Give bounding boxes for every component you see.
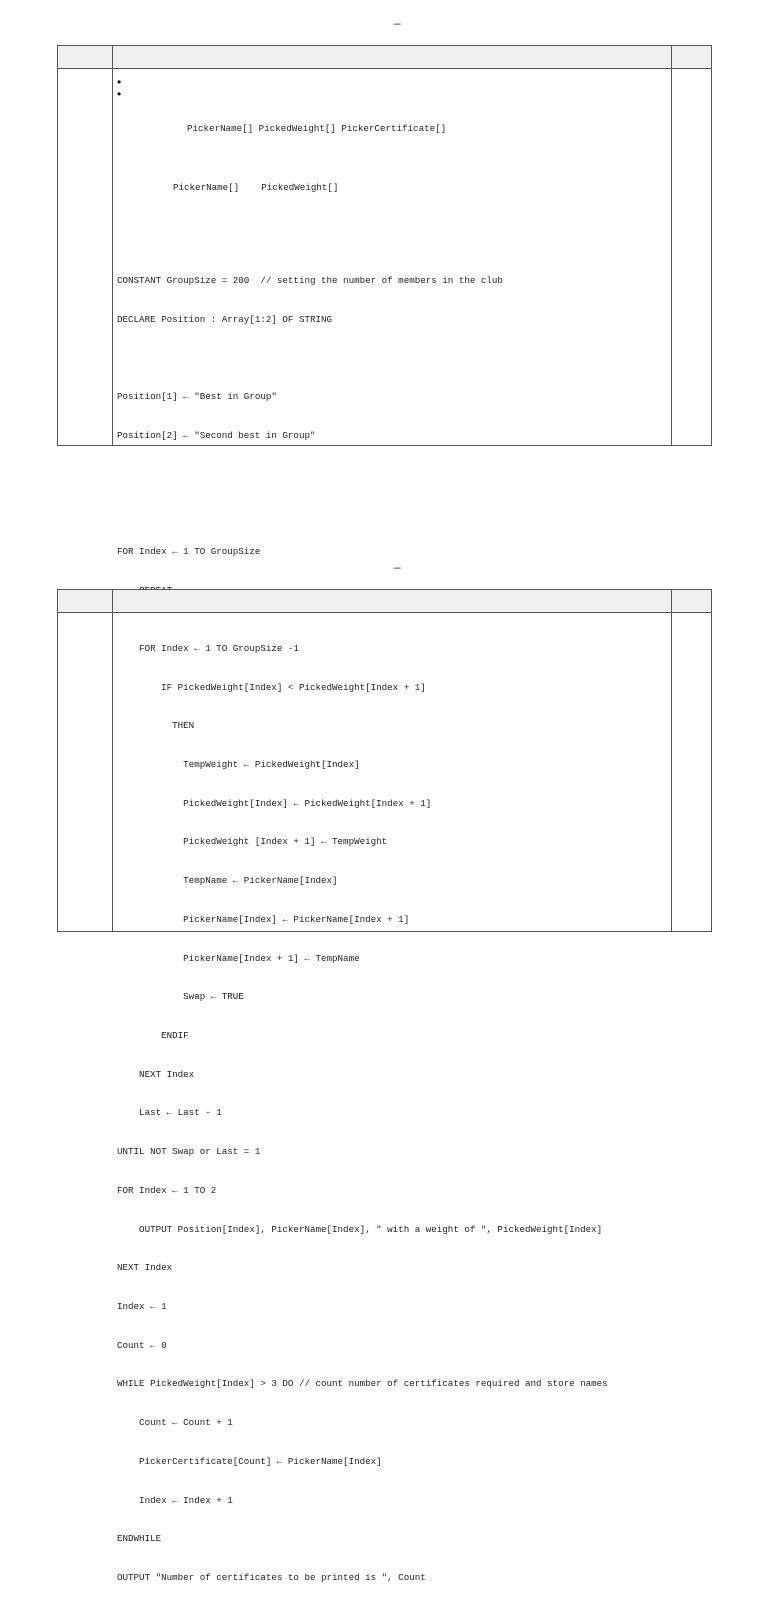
code-line: PickedWeight [Index + 1] ← TempWeight [117, 836, 388, 848]
table-header-row [58, 590, 711, 613]
code-line: WHILE PickedWeight[Index] > 3 DO // count number of certificates required and store names [117, 1378, 608, 1390]
mark-scheme-table-2 [57, 589, 712, 1584]
code-line: UNTIL NOT Swap or Last = 1 [117, 1146, 261, 1158]
code-line: NEXT Index [117, 1262, 173, 1274]
pseudocode-block-2 [117, 617, 608, 1611]
code-line: FOR Index ← 1 TO GroupSize -1 [117, 642, 299, 654]
code-line: OUTPUT Position[Index], PickerName[Index], " with a weight of ", PickedWeight[Index] [117, 1223, 603, 1235]
code-line: NEXT Index [117, 1068, 195, 1080]
code-line [117, 507, 503, 520]
code-line: DECLARE Position : Array[1:2] OF STRING [117, 313, 333, 325]
code-line: PickerName[Index + 1] ← TempName [117, 952, 360, 964]
code-line [117, 468, 503, 481]
code-line: Last ← Last - 1 [117, 1107, 222, 1119]
column-divider-question [112, 46, 113, 445]
code-line: Index ← Index + 1 [117, 1494, 233, 1506]
bullet-1: • [117, 75, 122, 89]
code-line: PickedWeight[Index] ← PickedWeight[Index + 1] [117, 797, 432, 809]
code-line: Position[2] ← "Second best in Group" [117, 429, 316, 441]
code-line: Index ← 1 [117, 1301, 167, 1313]
code-line: CONSTANT GroupSize = 200 // setting the number of members in the club [117, 274, 503, 286]
code-line: Swap ← TRUE [117, 991, 244, 1003]
code-line: Count ← Count + 1 [117, 1417, 233, 1429]
array-names-line-2: PickerName[] PickedWeight[] [173, 182, 339, 193]
code-line: PickerCertificate[Count] ← PickerName[Index] [117, 1455, 382, 1467]
mark-scheme-table-1 [57, 45, 712, 557]
code-line [117, 352, 503, 365]
bullet-list [117, 76, 121, 100]
array-names-line-1: PickerName[] PickedWeight[] PickerCertificate[] [187, 123, 447, 134]
code-line: ENDIF [117, 1030, 189, 1041]
column-divider-question [112, 590, 113, 931]
column-divider-marks [671, 590, 672, 931]
table-header-row [58, 46, 711, 69]
code-line: OUTPUT "Number of certificates to be printed is ", Count [117, 1572, 426, 1584]
page-header-mark: – [394, 16, 401, 30]
code-line: FOR Index ← 1 TO GroupSize [117, 545, 261, 557]
code-line: ENDWHILE [117, 1533, 162, 1545]
code-line: IF PickedWeight[Index] < PickedWeight[Index + 1] [117, 681, 426, 693]
page-header-mark: – [394, 560, 401, 574]
code-line: THEN [117, 720, 195, 732]
code-line: TempWeight ← PickedWeight[Index] [117, 758, 360, 770]
bullet-2: • [117, 87, 122, 101]
column-divider-marks [671, 46, 672, 445]
code-line: FOR Index ← 1 TO 2 [117, 1184, 217, 1196]
code-line: Position[1] ← "Best in Group" [117, 390, 277, 402]
code-line: Count ← 0 [117, 1339, 167, 1351]
code-line: TempName ← PickerName[Index] [117, 875, 338, 887]
code-line: PickerName[Index] ← PickerName[Index + 1] [117, 913, 410, 925]
